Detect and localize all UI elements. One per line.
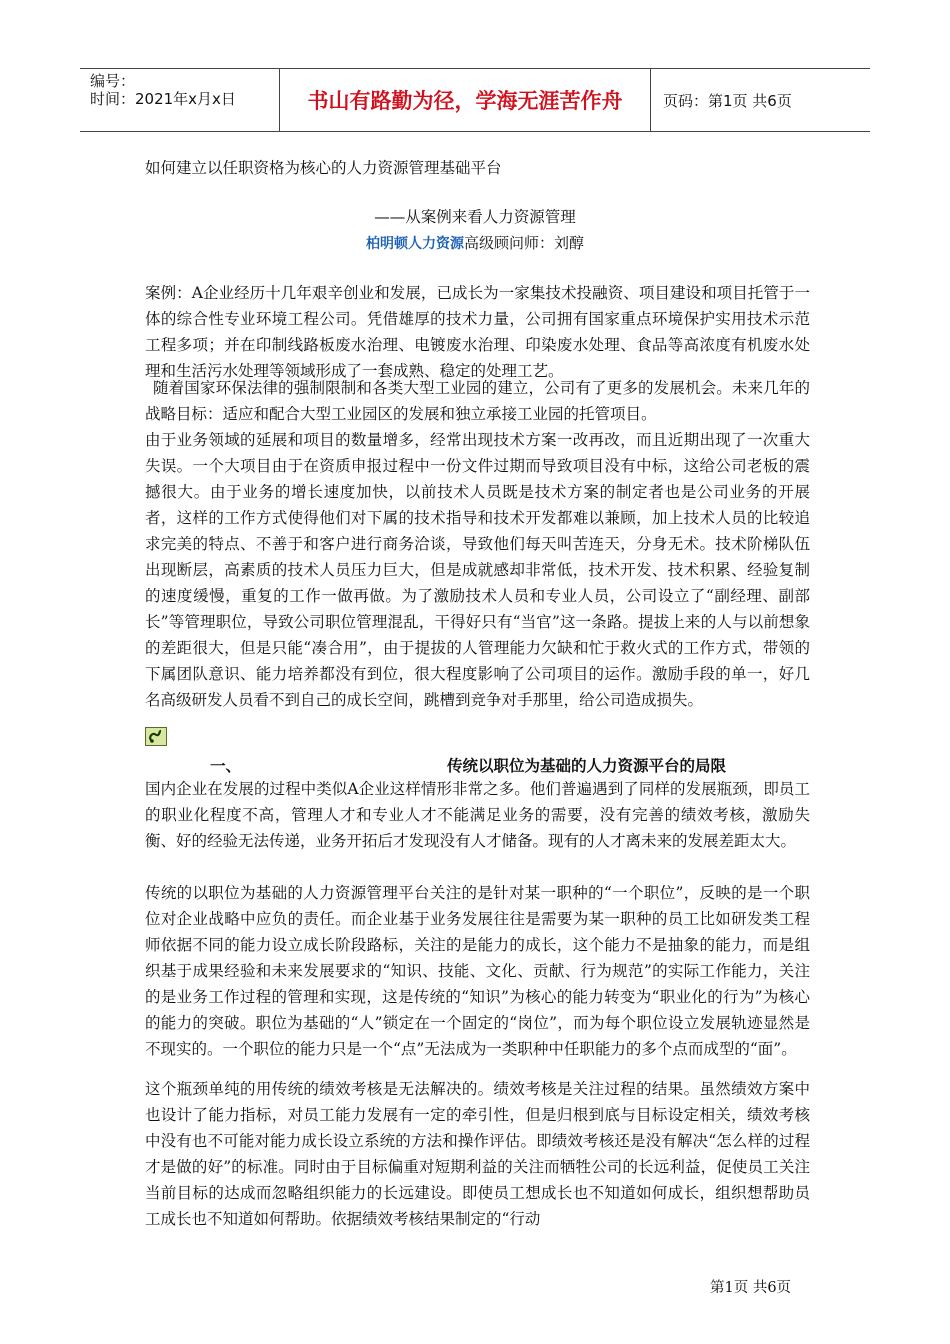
number-label: 编号： xyxy=(90,72,136,90)
document-subtitle: ——从案例来看人力资源管理 xyxy=(374,208,576,226)
author-line xyxy=(0,232,950,253)
case-paragraph-2: 随着国家环保法律的强制限制和各类大型工业园的建立，公司有了更多的发展机会。未来几年的战略目标：适应和配合大型工业园区的发展和独立承接工业园的托管项目。 xyxy=(145,379,810,423)
note-icon[interactable] xyxy=(145,727,167,746)
page-header xyxy=(80,68,870,132)
section-paragraph-3: 这个瓶颈单纯的用传统的绩效考核是无法解决的。绩效考核是关注过程的结果。虽然绩效方案中也设计了能力指标，对员工能力发展有一定的牵引性，但是归根到底与目标设定相关，绩效考核中没有也不可能对能力成长设立系统的方法和操作评估。即绩效考核还是没有解决“怎么样的过程才是做的好”的标准。同时由于目标偏重对短期利益的关注而牺牲公司的长远利益，促使员工关注当前目标的达成而忽略组织能力的长远建设。即使员工想成长也不知道如何成长，组织想帮助员工成长也不知道如何帮助。依据绩效考核结果制定的“行动 xyxy=(145,1080,810,1228)
time-label: 时间：2021年x月x日 xyxy=(90,90,236,108)
header-page-label: 页码：第1页 共6页 xyxy=(663,91,792,110)
section-number: 一、 xyxy=(210,757,242,775)
section-title: 传统以职位为基础的人力资源平台的局限 xyxy=(447,757,727,775)
header-meta xyxy=(80,69,280,131)
author-role: 高级顾问师：刘醇 xyxy=(463,234,584,252)
section-paragraph-2: 传统的以职位为基础的人力资源管理平台关注的是针对某一职种的“一个职位”，反映的是一个职位对企业战略中应负的责任。而企业基于业务发展往往是需要为某一职种的员工比如研发类工程师依据不同的能力设立成长阶段路标，关注的是能力的成长，这个能力不是抽象的能力，而是组织基于成果经验和未来发展要求的“知识、技能、文化、贡献、行为规范”的实际工作能力，关注的是业务工作过程的管理和实现，这是传统的“知识”为核心的能力转变为“职业化的行为”为核心的能力的突破。职位为基础的“人”锁定在一个固定的“岗位”，而为每个职位设立发展轨迹显然是不现实的。一个职位的能力只是一个“点”无法成为一类职种中任职能力的多个点而成型的“面”。 xyxy=(145,884,810,1058)
page-footer: 第1页 共6页 xyxy=(710,1280,792,1296)
author-org: 柏明顿人力资源 xyxy=(365,236,464,252)
document-title: 如何建立以任职资格为核心的人力资源管理基础平台 xyxy=(145,159,502,177)
header-motto: 书山有路勤为径，学海无涯苦作舟 xyxy=(280,69,651,131)
case-paragraph-3: 由于业务领域的延展和项目的数量增多，经常出现技术方案一改再改，而且近期出现了一次重大失误。一个大项目由于在资质申报过程中一份文件过期而导致项目没有中标，这给公司老板的震撼很大。由于业务的增长速度加快，以前技术人员既是技术方案的制定者也是公司业务的开展者，这样的工作方式使得他们对下属的技术指导和技术开发都难以兼顾，加上技术人员的比较追求完美的特点、不善于和客户进行商务洽谈，导致他们每天叫苦连天，分身无术。技术阶梯队伍出现断层，高素质的技术人员压力巨大，但是成就感却非常低，技术开发、技术积累、经验复制的速度缓慢，重复的工作一做再做。为了激励技术人员和专业人员，公司设立了“副经理、副部长”等管理职位，导致公司职位管理混乱，干得好只有“当官”这一条路。提拔上来的人与以前想象的差距很大，但是只能“凑合用”，由于提拔的人管理能力欠缺和忙于救火式的工作方式，带领的下属团队意识、能力培养都没有到位，很大程度影响了公司项目的运作。激励手段的单一，好几名高级研发人员看不到自己的成长空间，跳槽到竞争对手那里，给公司造成损失。 xyxy=(145,431,810,709)
section-paragraph-1: 国内企业在发展的过程中类似A企业这样情形非常之多。他们普遍遇到了同样的发展瓶颈，即员工的职业化程度不高，管理人才和专业人才不能满足业务的需要，没有完善的绩效考核，激励失衡、好的经验无法传递，业务开拓后才发现没有人才储备。现有的人才离未来的发展差距太大。 xyxy=(145,780,810,850)
case-paragraph-1: 案例：A企业经历十几年艰辛创业和发展，已成长为一家集技术投融资、项目建设和项目托管于一体的综合性专业环境工程公司。凭借雄厚的技术力量，公司拥有国家重点环境保护实用技术示范工程多项；并在印制线路板废水治理、电镀废水治理、印染废水处理、食品等高浓度有机废水处理和生活污水处理等领域形成了一套成熟、稳定的处理工艺。 xyxy=(145,284,810,380)
